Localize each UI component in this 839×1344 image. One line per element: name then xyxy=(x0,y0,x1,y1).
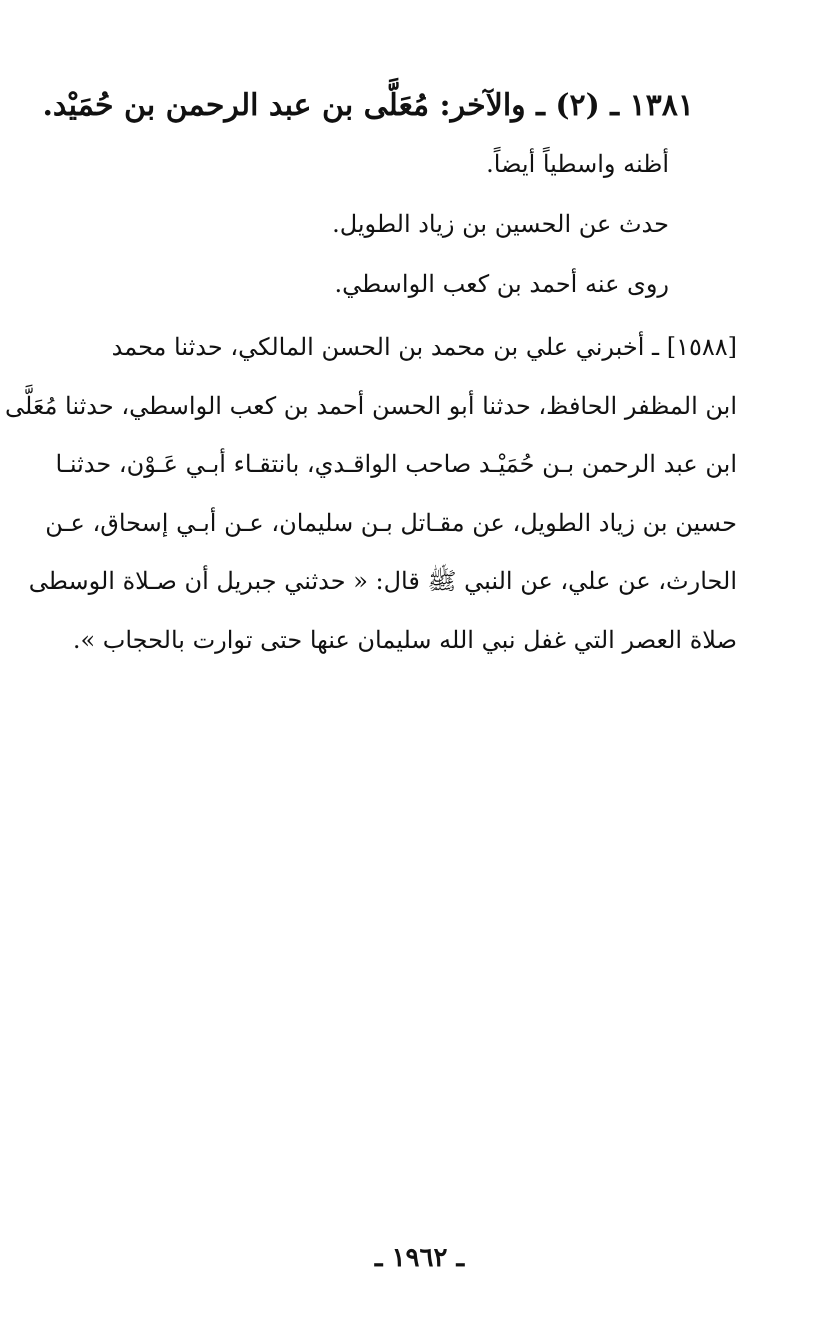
hadith-line-1: [١٥٨٨] ـ أخبرني علي بن محمد بن الحسن المالكي، حدثنا محمد xyxy=(111,333,737,361)
hadith-line-2: ابن المظفر الحافظ، حدثنا أبو الحسن أحمد بن كعب الواسطي، حدثنا مُعَلَّى xyxy=(5,391,737,420)
hadith-line-4: حسين بن زياد الطويل، عن مقـاتل بـن سليمان، عـن أبـي إسحاق، عـن xyxy=(45,508,737,537)
entry-line-3: روى عنه أحمد بن كعب الواسطي. xyxy=(334,270,669,298)
entry-line-2: حدث عن الحسين بن زياد الطويل. xyxy=(332,210,669,238)
hadith-line-3: ابن عبد الرحمن بـن حُمَيْـد صاحب الواقـدي، بانتقـاء أبـي عَـوْن، حدثنـا xyxy=(55,450,737,478)
hadith-paragraph xyxy=(5,318,737,669)
hadith-line-5: الحارث، عن علي، عن النبي ﷺ قال: « حدثني جبريل أن صـلاة الوسطى xyxy=(28,567,737,595)
page-number: ـ ١٩٦٢ ـ xyxy=(374,1243,465,1273)
entry-line-1: أظنه واسطياً أيضاً. xyxy=(486,150,669,178)
entry-heading: ١٣٨١ ـ (٢) ـ والآخر: مُعَلَّى بن عبد الرحمن بن حُمَيْد. xyxy=(42,88,694,123)
hadith-line-6: صلاة العصر التي غفل نبي الله سليمان عنها حتى توارت بالحجاب ». xyxy=(72,625,737,654)
